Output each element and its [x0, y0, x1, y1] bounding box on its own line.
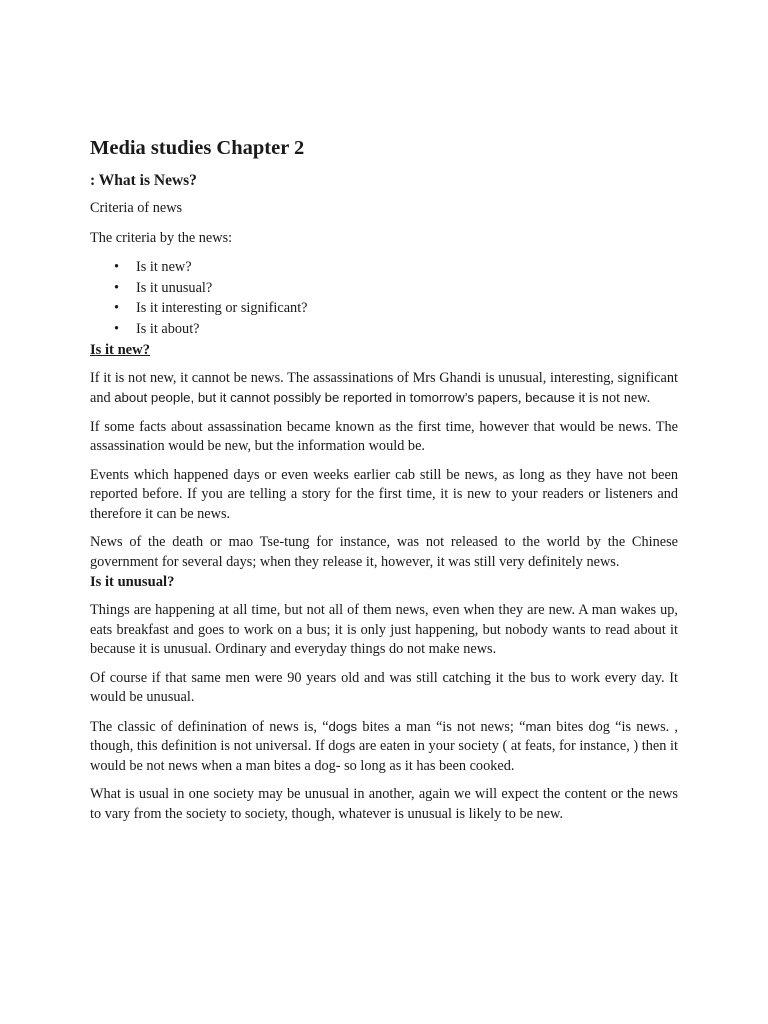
criteria-list-item [90, 257, 678, 278]
paragraph-text: is not new. [585, 390, 651, 407]
criteria-item-text: Is it new? [136, 259, 192, 275]
paragraph-text: dogs [328, 718, 358, 734]
body-paragraph: News of the death or mao Tse-tung for instance, was not released to the world by the Chinese government for several days; when they release it, however, it was still very definitely news. [90, 534, 678, 570]
criteria-intro: The criteria by the news: [90, 229, 233, 246]
section-heading-is-it-unusual: Is it unusual? [90, 574, 175, 591]
criteria-list [90, 257, 678, 340]
body-paragraph: What is usual in one society may be unusual in another, again we will expect the content or the news to vary from the society to society, though, whatever is unusual is likely to be new. [90, 786, 678, 822]
section-heading-is-it-new: Is it new? [90, 341, 150, 358]
paragraph-text: If it is not new, it cannot be news. The assassinations of Mrs Ghandi is unusual, interesting, significant and [90, 369, 678, 407]
document-title: Media studies Chapter 2 [90, 137, 305, 159]
body-paragraph [90, 369, 678, 409]
document-subtitle: : What is News? [90, 172, 197, 189]
body-paragraph: Things are happening at all time, but not all of them news, even when they are new. A man wakes up, eats breakfast and goes to work on a bus; it is only just happening, but nobody wants to read about it because it is unusual. Ordinary and everyday things do not make news. [90, 602, 678, 658]
criteria-list-item [90, 278, 678, 299]
paragraph-text: bites a man “is not news; “ [357, 718, 526, 735]
criteria-item-text: Is it about? [136, 321, 200, 338]
body-paragraph [90, 717, 678, 777]
bullet-icon: • [114, 300, 120, 317]
criteria-list-item [90, 298, 678, 319]
bullet-icon: • [114, 279, 120, 296]
body-paragraph: If some facts about assassination became known as the first time, however that would be news. The assassination would be new, but the information would be. [90, 418, 678, 455]
paragraph-text: , [517, 390, 526, 407]
body-paragraph: Events which happened days or even weeks earlier cab still be news, as long as they have not been reported before. If you are telling a story for the first time, it is new to your readers or listeners and therefore it can be news. [90, 466, 678, 522]
bullet-icon: • [114, 259, 120, 275]
paragraph-text: man [525, 718, 552, 734]
criteria-label: Criteria of news [90, 200, 183, 216]
paragraph-text: because it [525, 390, 586, 406]
paragraph-text: about people, but it cannot possibly be reported in tomorrow’s papers [114, 390, 518, 406]
paragraph-text: bites dog “is news. , though, this definition is not universal. If dogs are eaten in your society ( at feats, for instance, ) then it would be not news when a man bites a dog- so long as it has been cooked. [90, 718, 678, 774]
paragraph-text: The classic of definination of news is, “ [90, 718, 329, 735]
bullet-icon: • [114, 321, 120, 338]
criteria-item-text: Is it interesting or significant? [136, 300, 308, 317]
criteria-list-item [90, 319, 678, 340]
body-paragraph: Of course if that same men were 90 years old and was still catching it the bus to work every day. It would be unusual. [90, 669, 678, 706]
document-body [90, 134, 678, 824]
criteria-item-text: Is it unusual? [136, 279, 213, 296]
